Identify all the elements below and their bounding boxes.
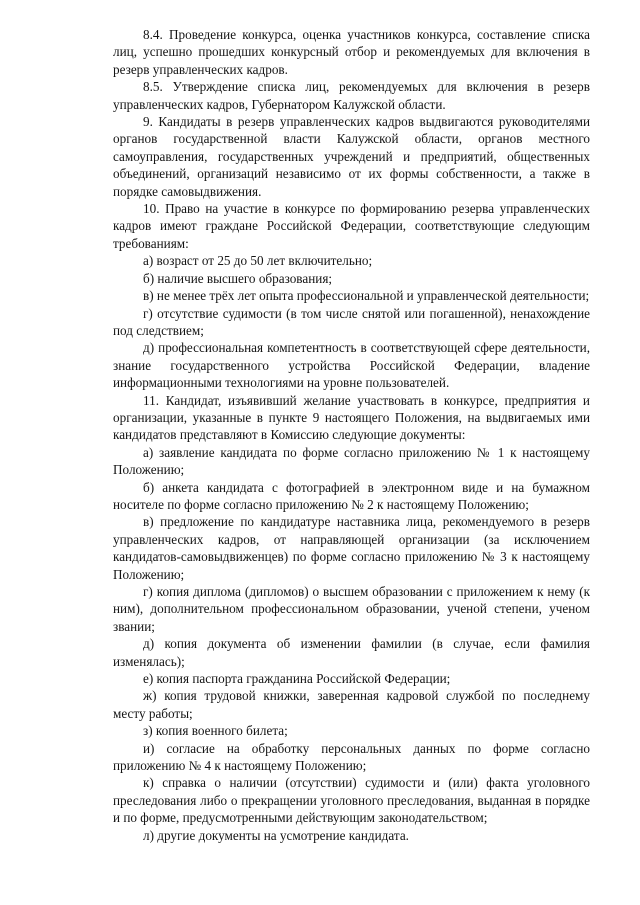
paragraph-8-4: 8.4. Проведение конкурса, оценка участников конкурса, составление списка лиц, успешно прошедших конкурсный отбор и рекомендуемых для включения в резерв управленческих кадров. [113, 27, 590, 77]
paragraph-11-a: а) заявление кандидата по форме согласно приложению № 1 к настоящему Положению; [113, 444, 590, 478]
paragraph-11: 11. Кандидат, изъявивший желание участвовать в конкурсе, предприятия и организации, указанные в пункте 9 настоящего Положения, на выдвигаемых ими кандидатов представляют в Комиссию следующие документы: [113, 392, 590, 443]
paragraph-8-5: 8.5. Утверждение списка лиц, рекомендуемых для включения в резерв управленческих кадров, Губернатором Калужской области. [113, 79, 590, 112]
paragraph-11-k: к) справка о наличии (отсутствии) судимости и (или) факта уголовного преследования либо о прекращении уголовного преследования, выданная в порядке и по форме, предусмотренными действующим законодательством; [113, 775, 590, 826]
paragraph-10-v: в) не менее трёх лет опыта профессиональной и управленческой деятельности; [143, 288, 590, 304]
paragraph-11-b: б) анкета кандидата с фотографией в электронном виде и на бумажном носителе по форме согласно приложению № 2 к настоящему Положению; [113, 479, 590, 512]
paragraph-11-d: д) копия документа об изменении фамилии (в случае, если фамилия изменялась); [113, 636, 590, 669]
paragraph-10: 10. Право на участие в конкурсе по формированию резерва управленческих кадров имеют граждане Российской Федерации, соответствующие следующим требованиям: [113, 201, 590, 251]
paragraph-11-z: з) копия военного билета; [143, 723, 288, 739]
document-body [113, 26, 590, 844]
paragraph-11-v: в) предложение по кандидатуре наставника лица, рекомендуемого в резерв управленческих кадров, от направляющей организации (за исключением кандидатов-самовыдвиженцев) по форме согласно приложению № 3 к настоящему Положению; [113, 514, 590, 582]
paragraph-10-d: д) профессиональная компетентность в соответствующей сфере деятельности, знание государственного устройства Российской Федерации, владение информационными технологиями на уровне пользователей. [113, 340, 590, 391]
paragraph-10-b: б) наличие высшего образования; [143, 270, 333, 286]
paragraph-10-g: г) отсутствие судимости (в том числе снятой или погашенной), ненахождение под следствием; [113, 305, 590, 338]
paragraph-11-e: е) копия паспорта гражданина Российской Федерации; [143, 671, 451, 687]
paragraph-11-g: г) копия диплома (дипломов) о высшем образовании с приложением к нему (к ним), дополнительном профессиональном образовании, ученой степени, ученом звании; [113, 584, 590, 634]
paragraph-10-a: а) возраст от 25 до 50 лет включительно; [143, 253, 373, 269]
paragraph-11-l: л) другие документы на усмотрение кандидата. [143, 827, 409, 843]
paragraph-11-zh: ж) копия трудовой книжки, заверенная кадровой службой по последнему месту работы; [113, 688, 590, 721]
paragraph-9: 9. Кандидаты в резерв управленческих кадров выдвигаются руководителями органов государственной власти Калужской области, органов местного самоуправления, государственных учреждений и предприятий, общественных объединений, организаций независимо от их формы собственности, а также в порядке самовыдвижения. [113, 114, 590, 199]
paragraph-11-i: и) согласие на обработку персональных данных по форме согласно приложению № 4 к настоящему Положению; [113, 740, 590, 774]
